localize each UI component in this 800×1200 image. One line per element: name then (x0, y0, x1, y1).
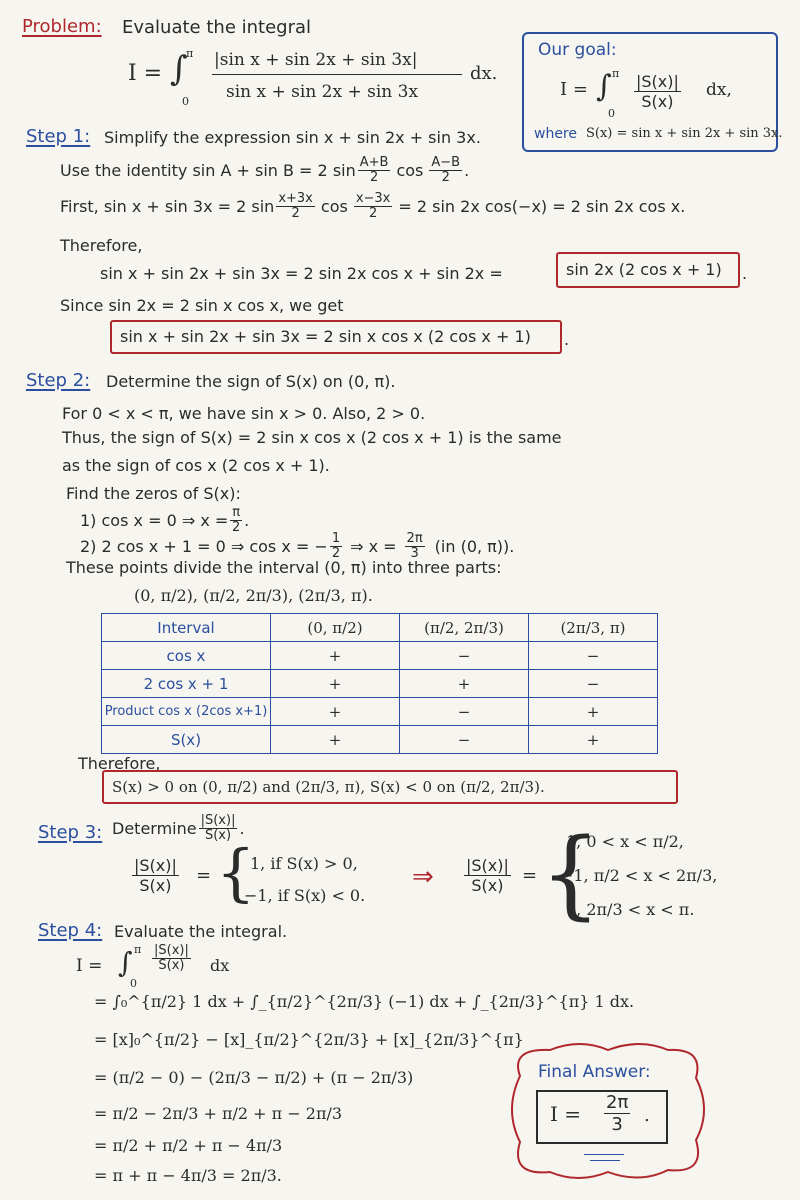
table-cell: + (271, 698, 400, 726)
table-row (102, 698, 658, 726)
step4-line2: = ∫₀^{π/2} 1 dx + ∫_{π/2}^{2π/3} (−1) dx + ∫_{2π/3}^{π} 1 dx. (94, 992, 635, 1011)
step3-range1: 1, 0 < x < π/2, (566, 832, 684, 851)
table-row (102, 642, 658, 670)
table-cell: − (529, 642, 658, 670)
left-brace: { (216, 836, 256, 909)
step2-line1: For 0 < x < π, we have sin x > 0. Also, 2 > 0. (62, 404, 426, 423)
table-cell: + (400, 670, 529, 698)
step3-title: Determine $\frac{|S(x)|}{S(x)}$ . (112, 813, 245, 843)
left-brace-large: { (540, 818, 602, 930)
step1-eq2-boxed: sin x + sin 2x + sin 3x = 2 sin x cos x (2 cos x + 1) (120, 327, 531, 346)
goal-num: |S(x)| (636, 72, 679, 91)
table-cell: Product cos x (2cos x+1) (102, 698, 271, 726)
step3-equals: = (196, 865, 212, 886)
problem-integral-lhs: I = (128, 61, 163, 86)
goal-lower-limit: 0 (608, 107, 615, 120)
table-cell: + (529, 726, 658, 754)
table-cell: − (400, 698, 529, 726)
goal-lhs: I = (560, 79, 588, 100)
step2-label: Step 2: (26, 370, 91, 391)
step2-zero2: 2) 2 cos x + 1 = 0 ⇒ cos x = − $\frac{1}{2}$ ⇒ x = $\frac{2\pi}{3}$ (in (0, π)). (80, 531, 515, 561)
problem-fraction-bar (212, 74, 462, 75)
step4-integral-sign: ∫ (118, 946, 133, 979)
step1-eq1-lhs: sin x + sin 2x + sin 3x = 2 sin 2x cos x + sin 2x = (100, 264, 503, 283)
step1-first-line: First, sin x + sin 3x = 2 sin $\frac{x+3x}{2}$ cos $\frac{x-3x}{2}$ = 2 sin 2x cos(−x) = 2 sin 2x cos x. (60, 191, 686, 221)
final-underline-1 (584, 1154, 624, 1155)
problem-text: Evaluate the integral (122, 17, 312, 38)
table-cell: cos x (102, 642, 271, 670)
table-row (102, 670, 658, 698)
final-answer-lhs: I = (550, 1102, 582, 1126)
step1-eq2-end: . (564, 330, 570, 349)
table-cell: + (271, 642, 400, 670)
table-header-cell: (π/2, 2π/3) (400, 614, 529, 642)
final-underline-2 (590, 1160, 620, 1161)
step2-zero1: 1) cos x = 0 ⇒ x = $\frac{\pi}{2}$ . (80, 505, 250, 535)
goal-where-definition: S(x) = sin x + sin 2x + sin 3x. (586, 126, 783, 141)
step4-line3: = [x]₀^{π/2} − [x]_{π/2}^{2π/3} + [x]_{2π/3}^{π} (94, 1030, 524, 1049)
integral-sign: ∫ (170, 49, 188, 89)
goal-where-label: where (534, 126, 577, 142)
goal-upper-limit: π (612, 67, 620, 80)
step1-label: Step 1: (26, 126, 91, 147)
problem-lower-limit: 0 (182, 95, 189, 108)
table-cell: 2 cos x + 1 (102, 670, 271, 698)
step4-title: Evaluate the integral. (114, 922, 288, 941)
step4-integrand: $\frac{|S(x)|}{S(x)}$ (154, 943, 189, 973)
step1-eq1-end: . (742, 264, 748, 283)
step3-rhs-equals: = (522, 865, 538, 886)
step3-rhs-fraction: $\frac{|S(x)|}{S(x)}$ (466, 856, 509, 895)
implies-arrow: ⇒ (412, 862, 434, 892)
table-cell: − (529, 670, 658, 698)
step4-line6: = π/2 + π/2 + π − 4π/3 (94, 1136, 283, 1155)
step2-parts: (0, π/2), (π/2, 2π/3), (2π/3, π). (134, 586, 373, 605)
table-cell: + (529, 698, 658, 726)
table-row (102, 726, 658, 754)
step4-line7: = π + π − 4π/3 = 2π/3. (94, 1166, 282, 1185)
step4-dx: dx (210, 956, 230, 975)
step4-line4: = (π/2 − 0) − (2π/3 − π/2) + (π − 2π/3) (94, 1068, 414, 1087)
step3-range3: 1, 2π/3 < x < π. (566, 900, 695, 919)
problem-numerator: |sin x + sin 2x + sin 3x| (214, 50, 418, 70)
table-cell: + (271, 670, 400, 698)
step4-line5: = π/2 − 2π/3 + π/2 + π − 2π/3 (94, 1104, 343, 1123)
sign-table-header (102, 614, 658, 642)
step1-since: Since sin 2x = 2 sin x cos x, we get (60, 296, 344, 315)
final-answer-end: . (644, 1105, 650, 1126)
step2-line2: Thus, the sign of S(x) = 2 sin x cos x (2 cos x + 1) is the same (62, 428, 562, 447)
goal-fraction (632, 72, 683, 111)
step1-therefore: Therefore, (60, 236, 143, 255)
table-cell: S(x) (102, 726, 271, 754)
step4-label: Step 4: (38, 920, 103, 941)
step2-line3: as the sign of cos x (2 cos x + 1). (62, 456, 330, 475)
step3-label: Step 3: (38, 822, 103, 843)
step4-lower-limit: 0 (130, 977, 137, 990)
step2-therefore: Therefore, (78, 754, 161, 773)
step4-line1-pre: I = (76, 956, 103, 976)
table-cell: + (271, 726, 400, 754)
problem-label: Problem: (22, 16, 102, 37)
table-header-cell: Interval (102, 614, 271, 642)
final-answer-fraction: $\frac{2\pi}{3}$ (606, 1092, 629, 1135)
table-header-cell: (0, π/2) (271, 614, 400, 642)
step4-upper-limit: π (134, 943, 142, 956)
step2-line4: Find the zeros of S(x): (66, 484, 241, 503)
goal-den: S(x) (641, 92, 674, 111)
step2-conclusion: S(x) > 0 on (0, π/2) and (2π/3, π), S(x) < 0 on (π/2, 2π/3). (112, 778, 545, 796)
sign-table (101, 613, 658, 754)
problem-denominator: sin x + sin 2x + sin 3x (226, 82, 419, 102)
goal-dx: dx, (706, 80, 732, 100)
step3-range2: −1, π/2 < x < 2π/3, (560, 866, 718, 885)
step2-title: Determine the sign of S(x) on (0, π). (106, 372, 396, 391)
table-cell: − (400, 642, 529, 670)
goal-integral-sign: ∫ (596, 69, 612, 104)
step1-identity: Use the identity sin A + sin B = 2 sin $\frac{A+B}{2}$ cos $\frac{A-B}{2}$ . (60, 155, 470, 185)
step1-title: Simplify the expression sin x + sin 2x + sin 3x. (104, 128, 481, 147)
table-cell: − (400, 726, 529, 754)
problem-upper-limit: π (186, 47, 194, 60)
step1-eq1-boxed: sin 2x (2 cos x + 1) (566, 260, 722, 279)
step3-lhs-fraction: $\frac{|S(x)|}{S(x)}$ (134, 856, 177, 895)
goal-title: Our goal: (538, 40, 617, 60)
table-header-cell: (2π/3, π) (529, 614, 658, 642)
step3-case2: −1, if S(x) < 0. (244, 886, 366, 905)
final-answer-title: Final Answer: (538, 1062, 651, 1082)
step2-line5: These points divide the interval (0, π) into three parts: (66, 558, 502, 577)
step3-case1: 1, if S(x) > 0, (250, 854, 358, 873)
problem-dx: dx. (470, 63, 498, 84)
